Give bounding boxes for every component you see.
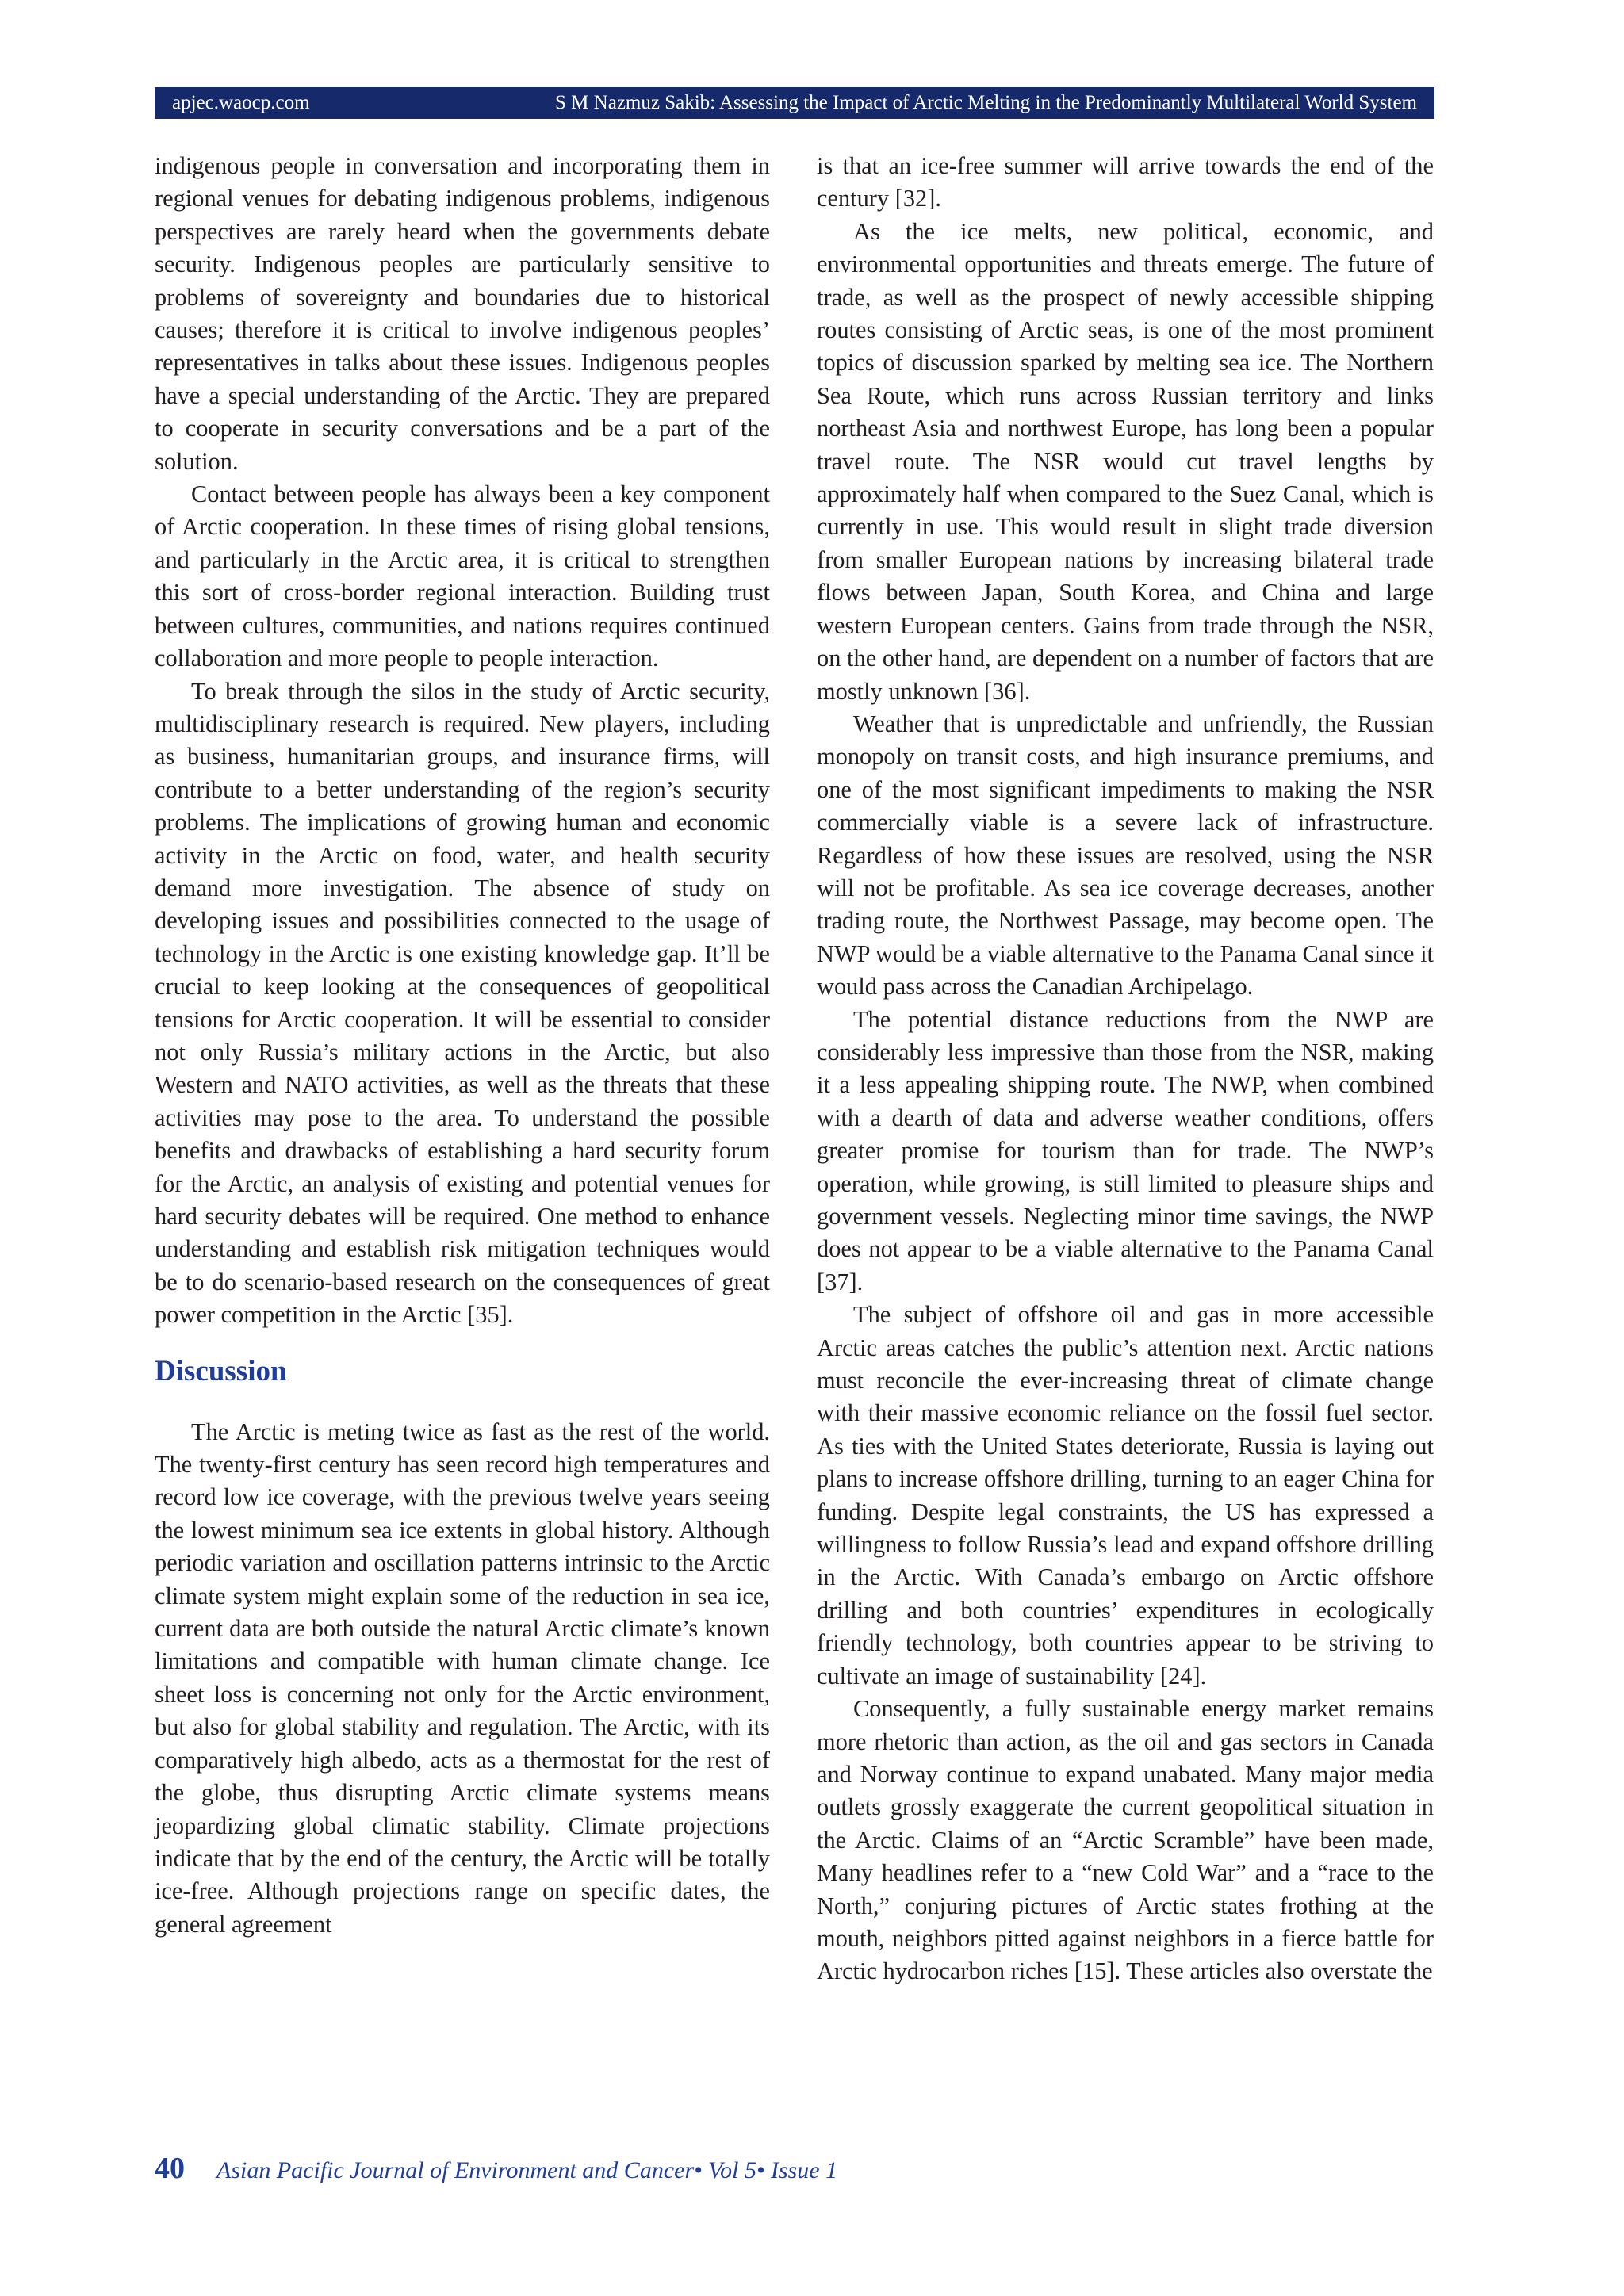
journal-citation: Asian Pacific Journal of Environment and Cancer• Vol 5• Issue 1 <box>216 2157 838 2183</box>
paragraph: is that an ice-free summer will arrive towards the end of the century [32]. <box>817 152 1434 212</box>
page-number: 40 <box>155 2152 185 2185</box>
left-column <box>155 150 770 1941</box>
paragraph: Consequently, a fully sustainable energy market remains more rhetoric than action, as the oil and gas sectors in Canada and Norway continue to expand unabated. Many major media outlets grossly exaggerate the current geopolitical situation in the Arctic. Claims of an “Arctic Scramble” have been made, Many headlines refer to a “new Cold War” and a “race to the North,” conjuring pictures of Arctic states frothing at the mouth, neighbors pitted against neighbors in a fierce battle for Arctic hydrocarbon riches [15]. These articles also overstate the <box>817 1695 1434 1985</box>
paragraph: As the ice melts, new political, economic, and environmental opportunities and threats emerge. The future of trade, as well as the prospect of newly accessible shipping routes consisting of Arctic seas, is one of the most prominent topics of discussion sparked by melting sea ice. The Northern Sea Route, which runs across Russian territory and links northeast Asia and northwest Europe, has long been a popular travel route. The NSR would cut travel lengths by approximately half when compared to the Suez Canal, which is currently in use. This would result in slight trade diversion from smaller European nations by increasing bilateral trade flows between Japan, South Korea, and China and large western European centers. Gains from trade through the NSR, on the other hand, are dependent on a number of factors that are mostly unknown [36]. <box>817 217 1434 705</box>
paragraph: To break through the silos in the study of Arctic security, multidisciplinary research is required. New players, including as business, humanitarian groups, and insurance firms, will contribute to a better understanding of the region’s security problems. The implications of growing human and economic activity in the Arctic on food, water, and health security demand more investigation. The absence of study on developing issues and possibilities connected to the usage of technology in the Arctic is one existing knowledge gap. It’ll be crucial to keep looking at the consequences of geopolitical tensions for Arctic cooperation. It will be essential to consider not only Russia’s military actions in the Arctic, but also Western and NATO activities, as well as the threats that these activities may pose to the area. To understand the possible benefits and drawbacks of establishing a hard security forum for the Arctic, an analysis of existing and potential venues for hard security debates will be required. One method to enhance understanding and establish risk mitigation techniques would be to do scenario-based research on the consequences of great power competition in the Arctic [35]. <box>155 677 770 1329</box>
paragraph: The Arctic is meting twice as fast as the rest of the world. The twenty-first century has seen record high temperatures and record low ice coverage, with the previous twelve years seeing the lowest minimum sea ice extents in global history. Although periodic variation and oscillation patterns intrinsic to the Arctic climate system might explain some of the reduction in sea ice, current data are both outside the natural Arctic climate’s known limitations and compatible with human climate change. Ice sheet loss is concerning not only for the Arctic environment, but also for global stability and regulation. The Arctic, with its comparatively high albedo, acts as a thermostat for the rest of the globe, thus disrupting Arctic climate systems means jeopardizing global climatic stability. Climate projections indicate that by the end of the century, the Arctic will be totally ice-free. Although projections range on specific dates, the general agreement <box>155 1418 770 1938</box>
paragraph: indigenous people in conversation and incorporating them in regional venues for debating indigenous problems, indigenous perspectives are rarely heard when the governments debate security. Indigenous peoples are particularly sensitive to problems of sovereignty and boundaries due to historical causes; therefore it is critical to involve indigenous peoples’ representatives in talks about these issues. Indigenous peoples have a special understanding of the Arctic. They are prepared to cooperate in security conversations and be a part of the solution. <box>155 152 770 475</box>
header-site: apjec.waocp.com <box>172 92 310 113</box>
paragraph: Contact between people has always been a key component of Arctic cooperation. In these times of rising global tensions, and particularly in the Arctic area, it is critical to strengthen this sort of cross-border regional interaction. Building trust between cultures, communities, and nations requires continued collaboration and more people to people interaction. <box>155 480 770 672</box>
paragraph: The subject of offshore oil and gas in more accessible Arctic areas catches the public’s attention next. Arctic nations must reconcile the ever-increasing threat of climate change with their massive economic reliance on the fossil fuel sector. As ties with the United States deteriorate, Russia is laying out plans to increase offshore drilling, turning to an eager China for funding. Despite legal constraints, the US has expressed a willingness to follow Russia’s lead and expand offshore drilling in the Arctic. With Canada’s embargo on Arctic offshore drilling and both countries’ expenditures in ecologically friendly technology, both countries appear to be striving to cultivate an image of sustainability [24]. <box>817 1301 1434 1689</box>
header-running-title: S M Nazmuz Sakib: Assessing the Impact of Arctic Melting in the Predominantly Multilateral World System <box>555 92 1417 113</box>
right-column <box>817 150 1434 1988</box>
section-heading: Discussion <box>155 1354 287 1387</box>
running-header <box>155 87 1434 119</box>
paragraph: The potential distance reductions from the NWP are considerably less impressive than those from the NSR, making it a less appealing shipping route. The NWP, when combined with a dearth of data and adverse weather conditions, offers greater promise for tourism than for trade. The NWP’s operation, while growing, is still limited to pleasure ships and government vessels. Neglecting minor time savings, the NWP does not appear to be a viable alternative to the Panama Canal [37]. <box>817 1005 1434 1295</box>
paragraph: Weather that is unpredictable and unfriendly, the Russian monopoly on transit costs, and high insurance premiums, and one of the most significant impediments to making the NSR commercially viable is a severe lack of infrastructure. Regardless of how these issues are resolved, using the NSR will not be profitable. As sea ice coverage decreases, another trading route, the Northwest Passage, may become open. The NWP would be a viable alternative to the Panama Canal since it would pass across the Canadian Archipelago. <box>817 710 1434 1001</box>
page-footer <box>155 2151 837 2191</box>
